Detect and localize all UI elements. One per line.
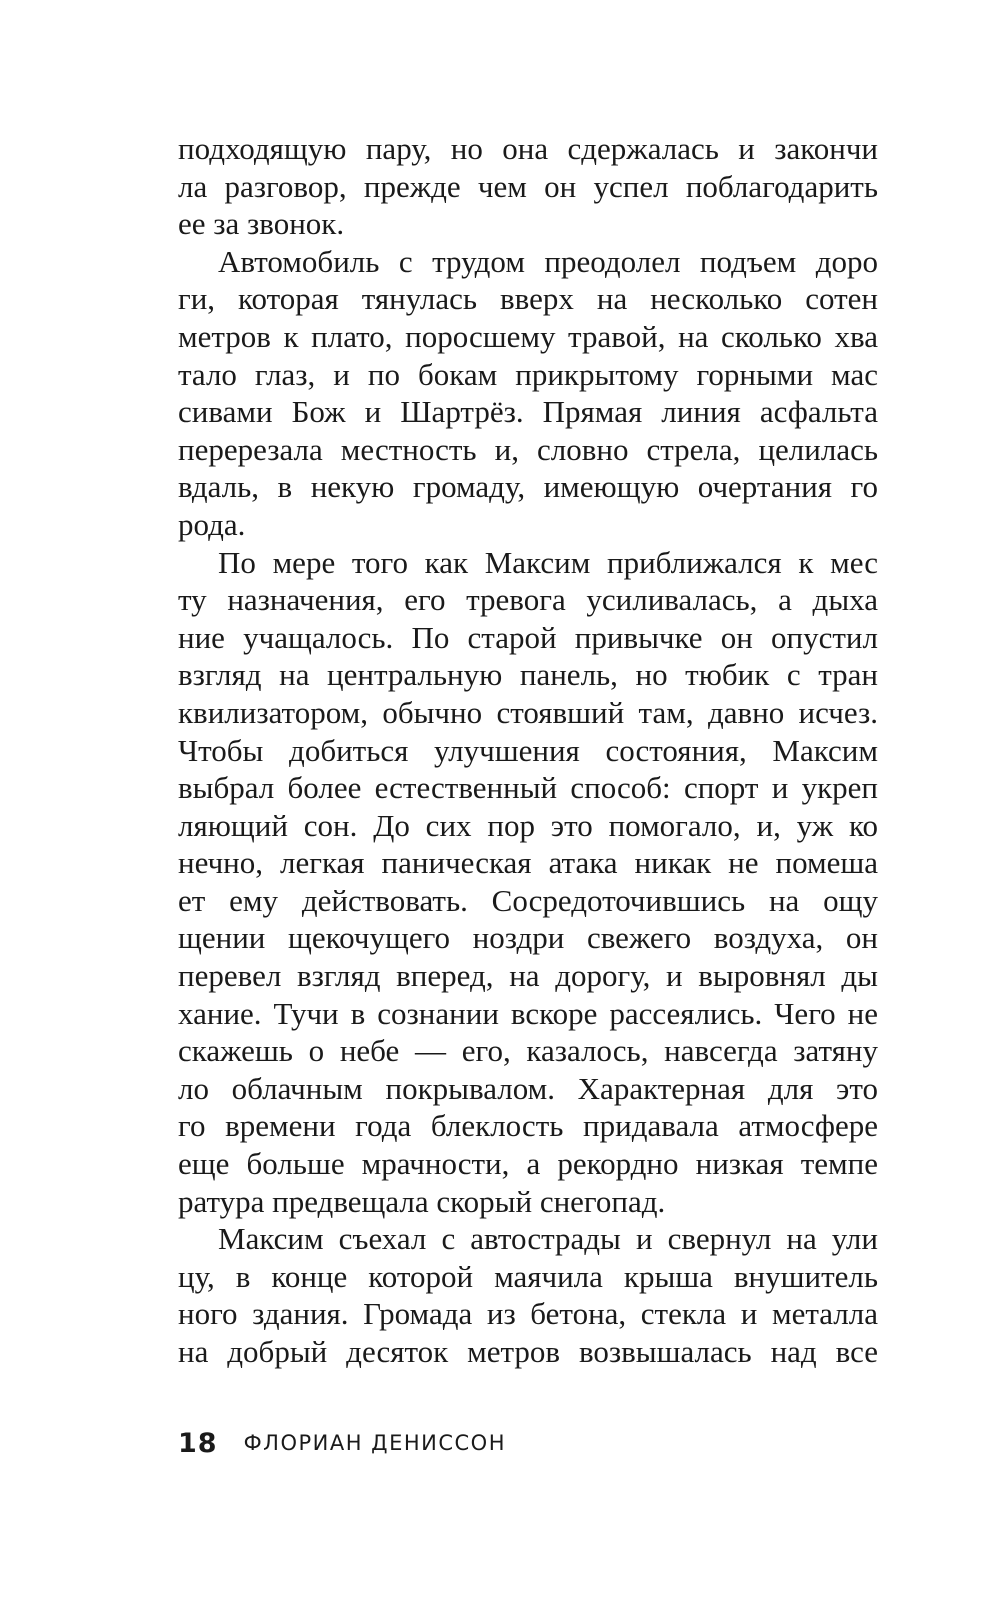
text-line: квилизатором, обычно стоявший там, давно исчез.	[178, 694, 878, 730]
text-line: ла разговор, прежде чем он успел поблагодарить	[178, 168, 878, 204]
text-line: По мере того как Максим приближался к мес	[218, 544, 878, 580]
text-line: ратура предвещала скорый снегопад.	[178, 1183, 666, 1219]
text-line: го времени года блеклость придавала атмосфере	[178, 1108, 878, 1144]
text-line: ет ему действовать. Сосредоточившись на ощу	[178, 882, 878, 918]
text-line: Автомобиль с трудом преодолел подъем доро	[218, 243, 878, 279]
text-line: вдаль, в некую громаду, имеющую очертания го	[178, 469, 878, 505]
text-line: на добрый десяток метров возвышалась над все	[178, 1334, 878, 1369]
text-line: ту назначения, его тревога усиливалась, а дыха	[178, 582, 878, 618]
text-line: нечно, легкая паническая атака никак не помеша	[178, 845, 878, 881]
body-text	[178, 130, 878, 1371]
text-line: сивами Бож и Шартрёз. Прямая линия асфальта	[178, 394, 878, 430]
text-line: метров к плато, поросшему травой, на сколько хва	[178, 318, 878, 354]
text-line: перерезала местность и, словно стрела, целилась	[178, 431, 878, 467]
text-line: выбрал более естественный способ: спорт и укреп	[178, 770, 878, 806]
text-line: ло облачным покрывалом. Характерная для это	[178, 1070, 878, 1106]
text-line: Максим съехал с автострады и свернул на ули	[218, 1221, 878, 1257]
text-line: Чтобы добиться улучшения состояния, Максим	[178, 732, 878, 768]
text-line: ляющий сон. До сих пор это помогало, и, уж ко	[178, 807, 878, 843]
text-line: ного здания. Громада из бетона, стекла и металла	[178, 1296, 878, 1332]
text-line: ги, которая тянулась вверх на несколько сотен	[178, 281, 878, 317]
text-line: ние учащалось. По старой привычке он опустил	[178, 619, 878, 655]
text-line: еще больше мрачности, а рекордно низкая темпе	[178, 1146, 878, 1182]
text-line: рода.	[178, 506, 246, 542]
text-line: цу, в конце которой маячила крыша внушитель	[178, 1258, 878, 1294]
text-line: щении щекочущего ноздри свежего воздуха, он	[178, 920, 878, 956]
page-number: 18	[178, 1427, 218, 1459]
text-line: взгляд на центральную панель, но тюбик с тран	[178, 657, 878, 693]
text-line: ее за звонок.	[178, 206, 345, 242]
text-line: подходящую пару, но она сдержалась и закончи	[178, 131, 878, 166]
text-line: скажешь о небе — его, казалось, навсегда затяну	[178, 1033, 878, 1069]
text-line: перевел взгляд вперед, на дорогу, и выровнял ды	[178, 958, 878, 994]
text-line: тало глаз, и по бокам прикрытому горными мас	[178, 356, 878, 392]
page-footer	[178, 1423, 506, 1463]
text-line: хание. Тучи в сознании вскоре рассеялись. Чего не	[178, 995, 878, 1031]
running-header-author: ФЛОРИАН ДЕНИССОН	[243, 1431, 507, 1455]
